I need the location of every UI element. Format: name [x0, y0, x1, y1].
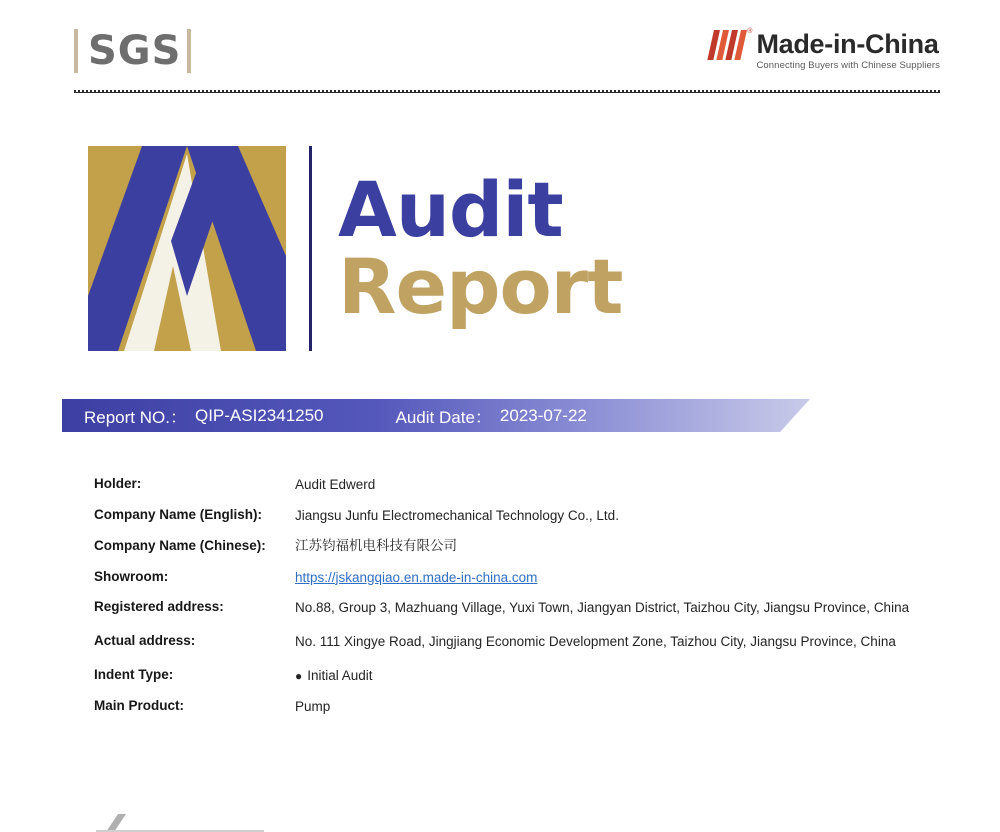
info-value-company-name-chinese: 江苏钧福机电科技有限公司	[295, 537, 457, 554]
indent-type-text: Initial Audit	[307, 668, 373, 684]
info-value-holder: Audit Edwerd	[295, 477, 376, 492]
page-header	[60, 0, 940, 96]
info-row-main-product	[94, 696, 914, 718]
info-label-holder: Holder:	[94, 476, 142, 491]
sgs-logo-text: SGS	[88, 28, 182, 74]
info-label-company-name-english: Company Name (English):	[94, 506, 263, 522]
info-value-indent-type	[295, 665, 914, 687]
info-value-actual-address: No. 111 Xingye Road, Jingjiang Economic Development Zone, Taizhou City, Jiangsu Province, China	[295, 634, 896, 650]
report-title-block	[88, 146, 1000, 351]
report-banner	[62, 399, 810, 432]
title-line-audit: Audit	[338, 164, 563, 254]
audit-date-value: 2023-07-22	[499, 405, 587, 425]
info-label-main-product: Main Product:	[94, 698, 184, 714]
info-value-showroom	[295, 567, 914, 589]
title-vertical-divider	[309, 146, 312, 351]
made-in-china-mark-icon	[706, 28, 753, 66]
info-value-company-name-english: Jiangsu Junfu Electromechanical Technology Co., Ltd.	[295, 507, 619, 523]
info-row-showroom	[94, 567, 914, 589]
info-value-registered-address: No.88, Group 3, Mazhuang Village, Yuxi Town, Jiangyan District, Taizhou City, Jiangsu Province, China	[295, 600, 910, 616]
header-divider	[74, 87, 940, 92]
showroom-link[interactable]: https://jskangqiao.en.made-in-china.com	[295, 569, 538, 585]
audit-date-label: Audit Date：	[395, 408, 492, 427]
made-in-china-logo	[706, 30, 940, 71]
info-row-holder	[94, 474, 914, 496]
info-row-company-name-english	[94, 505, 914, 527]
info-label-actual-address: Actual address:	[94, 633, 196, 649]
company-info-table	[94, 474, 914, 718]
title-words	[338, 164, 623, 331]
info-row-company-name-chinese	[94, 536, 914, 558]
title-line-report: Report	[338, 241, 623, 331]
info-label-company-name-chinese: Company Name (Chinese):	[94, 537, 266, 553]
page-bottom-partial-graphic	[96, 814, 264, 832]
info-label-registered-address: Registered address:	[94, 599, 224, 615]
report-no-label: Report NO.：	[84, 408, 187, 427]
info-label-showroom: Showroom:	[94, 568, 169, 584]
sgs-logo-left-bar	[74, 29, 78, 73]
made-in-china-title: Made-in-China	[756, 29, 939, 59]
report-no-value: QIP-ASI2341250	[194, 405, 324, 425]
audit-emblem-icon	[88, 146, 286, 351]
banner-content	[62, 399, 810, 432]
info-value-main-product: Pump	[295, 699, 331, 715]
info-row-registered-address	[94, 597, 914, 619]
registered-trademark-icon: ®	[747, 28, 753, 35]
sgs-logo-right-bar	[187, 29, 191, 73]
info-row-actual-address	[94, 631, 914, 653]
info-label-indent-type: Indent Type:	[94, 667, 174, 683]
bullet-icon: ●	[295, 668, 303, 683]
info-row-indent-type	[94, 665, 914, 687]
made-in-china-wordmark	[756, 30, 940, 71]
sgs-logo	[74, 28, 191, 74]
made-in-china-subtitle: Connecting Buyers with Chinese Suppliers	[756, 60, 940, 72]
